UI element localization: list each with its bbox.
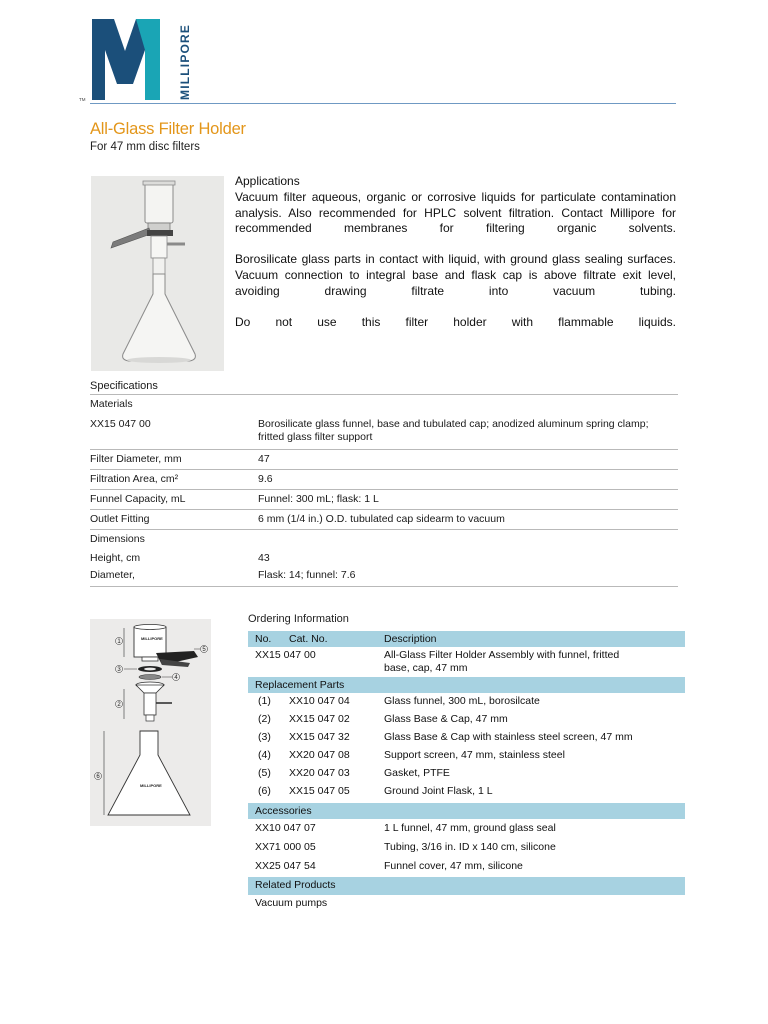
product-title: All-Glass Filter Holder [90, 120, 246, 138]
item-number: (5) [258, 767, 271, 779]
item-number: (6) [258, 785, 271, 797]
table-row [248, 711, 685, 729]
spec-label: Funnel Capacity, mL [90, 493, 186, 505]
spec-row [90, 415, 678, 450]
table-row [248, 747, 685, 765]
table-row [248, 819, 685, 838]
description: Glass funnel, 300 mL, borosilcate [384, 695, 540, 707]
description: Funnel cover, 47 mm, silicone [384, 860, 523, 872]
related-products-label: Related Products [255, 879, 336, 891]
ordering-title: Ordering Information [248, 613, 349, 625]
logo-wordmark: MILLIPORE [178, 23, 192, 100]
callout-2: 2 [117, 702, 121, 708]
applications-warning: Do not use this filter holder with flammable liquids. [235, 314, 676, 329]
spec-row [90, 549, 678, 566]
callout-3: 3 [117, 667, 121, 673]
spec-row [90, 490, 678, 510]
spec-value: Funnel: 300 mL; flask: 1 L [258, 493, 379, 505]
spec-value: Flask: 14; funnel: 7.6 [258, 569, 356, 581]
column-header-description: Description [384, 633, 437, 645]
dimensions-label-row [90, 530, 678, 549]
specifications-heading: Specifications [90, 380, 158, 392]
item-number: (4) [258, 749, 271, 761]
applications-paragraph-2: Borosilicate glass parts in contact with liquid, with ground glass sealing surfaces. Vacuum connection to integral base and flask cap is above filtrate exit level, avoiding drawing filtrate into vacuum tubing. [235, 252, 676, 298]
spec-value: 43 [258, 552, 270, 564]
description: All-Glass Filter Holder Assembly with funnel, fritted [384, 649, 620, 661]
table-row [248, 647, 685, 677]
materials-label: Materials [90, 398, 133, 410]
replacement-parts-label: Replacement Parts [255, 679, 345, 691]
product-subtitle: For 47 mm disc filters [90, 141, 200, 153]
table-row [248, 693, 685, 711]
spec-value: 9.6 [258, 473, 273, 485]
description: Tubing, 3/16 in. ID x 140 cm, silicone [384, 841, 556, 853]
callout-4: 4 [174, 675, 178, 681]
table-row [248, 765, 685, 783]
item-number: (3) [258, 731, 271, 743]
accessories-band [248, 803, 685, 819]
spec-value: 6 mm (1/4 in.) O.D. tubulated cap sidearm to vacuum [258, 513, 505, 525]
spec-label: Filtration Area, cm² [90, 473, 179, 485]
applications-section [235, 174, 676, 330]
callout-1: 1 [117, 639, 121, 645]
description: Vacuum pumps [255, 897, 328, 909]
spec-value: 47 [258, 453, 270, 465]
callout-6: 6 [96, 774, 100, 780]
table-row [248, 857, 685, 877]
replacement-parts-band [248, 677, 685, 693]
spec-label: Height, cm [90, 552, 141, 564]
item-number: (2) [258, 713, 271, 725]
column-header-cat: Cat. No. [289, 633, 328, 645]
spec-label: XX15 047 00 [90, 418, 151, 430]
trademark-mark: TM [79, 97, 86, 102]
table-row [248, 838, 685, 857]
description: Ground Joint Flask, 1 L [384, 785, 493, 797]
applications-heading: Applications [235, 174, 300, 188]
column-header-no: No. [255, 633, 272, 645]
spec-row [90, 470, 678, 490]
callout-5: 5 [202, 647, 206, 653]
product-photo [91, 176, 224, 371]
ordering-header-row [248, 631, 685, 647]
dimensions-label: Dimensions [90, 533, 145, 545]
cat-number: XX25 047 54 [255, 860, 316, 872]
cat-number: XX20 047 08 [289, 749, 350, 761]
cat-number: XX10 047 07 [255, 822, 316, 834]
flask-stamp: MILLIPORE [140, 783, 162, 788]
funnel-stamp: MILLIPORE [141, 636, 163, 641]
table-row [248, 729, 685, 747]
description: Support screen, 47 mm, stainless steel [384, 749, 565, 761]
description-line-2: base, cap, 47 mm [384, 662, 468, 674]
cat-number: XX15 047 00 [255, 649, 316, 661]
spec-label: Outlet Fitting [90, 513, 150, 525]
description: Glass Base & Cap with stainless steel screen, 47 mm [384, 731, 633, 743]
cat-number: XX15 047 05 [289, 785, 350, 797]
related-products-band [248, 877, 685, 895]
cat-number: XX20 047 03 [289, 767, 350, 779]
item-number: (1) [258, 695, 271, 707]
exploded-diagram [90, 619, 211, 826]
cat-number: XX15 047 32 [289, 731, 350, 743]
spec-label: Filter Diameter, mm [90, 453, 182, 465]
cat-number: XX15 047 02 [289, 713, 350, 725]
ordering-table [248, 631, 685, 913]
description: Glass Base & Cap, 47 mm [384, 713, 508, 725]
specifications-table [90, 379, 678, 587]
spec-row [90, 450, 678, 470]
millipore-logo [76, 14, 206, 104]
spec-row [90, 510, 678, 530]
specifications-heading-row [90, 379, 678, 395]
spec-value: Borosilicate glass funnel, base and tubulated cap; anodized aluminum spring clamp; fritted glass filter support [258, 418, 649, 443]
spec-row [90, 566, 678, 587]
cat-number: XX10 047 04 [289, 695, 350, 707]
description: Gasket, PTFE [384, 767, 450, 779]
applications-paragraph-1: Vacuum filter aqueous, organic or corrosive liquids for particulate contamination analysis. Also recommended for HPLC solvent filtration. Contact Millipore for recommended membranes for filtering organic solvents. [235, 189, 676, 236]
header-divider [90, 103, 676, 104]
description: 1 L funnel, 47 mm, ground glass seal [384, 822, 556, 834]
cat-number: XX71 000 05 [255, 841, 316, 853]
table-row [248, 895, 685, 913]
spec-label: Diameter, [90, 569, 135, 581]
accessories-label: Accessories [255, 805, 312, 817]
table-row [248, 783, 685, 803]
materials-label-row [90, 395, 678, 415]
